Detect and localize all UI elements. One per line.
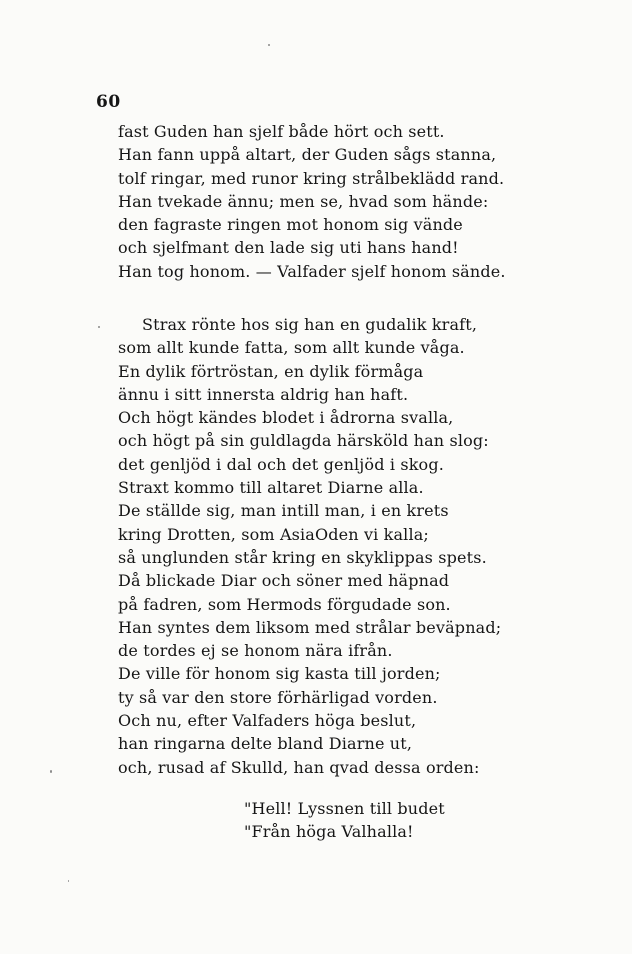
verse-line: Då blickade Diar och söner med häpnad	[118, 571, 450, 591]
verse-line: Han tvekade ännu; men se, hvad som hände:	[118, 191, 489, 211]
stanza-2	[118, 313, 518, 779]
scan-speck	[68, 880, 69, 882]
verse-line: som allt kunde fatta, som allt kunde våga.	[118, 338, 465, 358]
verse-line: tolf ringar, med runor kring strålbeklädd rand.	[118, 168, 505, 188]
verse-line: på fadren, som Hermods förgudade son.	[118, 594, 451, 614]
verse-line: och högt på sin guldlagda härsköld han slog:	[118, 431, 489, 451]
verse-line: "Från höga Valhalla!	[244, 822, 414, 842]
verse-line: De ställde sig, man intill man, i en krets	[118, 501, 449, 521]
verse-line: den fagraste ringen mot honom sig vände	[118, 215, 463, 235]
verse-line: Han fann uppå altart, der Guden sågs stanna,	[118, 145, 497, 165]
verse-line: kring Drotten, som AsiaOden vi kalla;	[118, 524, 429, 544]
scan-speck	[50, 770, 52, 773]
verse-line: det genljöd i dal och det genljöd i skog.	[118, 454, 444, 474]
page-number: 60	[96, 92, 121, 112]
verse-line: så unglunden står kring en skyklippas spets.	[118, 547, 487, 567]
stanza-3-quote	[244, 797, 632, 844]
verse-line: Strax rönte hos sig han en gudalik kraft,	[142, 315, 478, 334]
verse-line: de tordes ej se honom nära ifrån.	[118, 641, 393, 661]
verse-line: De ville för honom sig kasta till jorden;	[118, 664, 441, 684]
verse-line: "Hell! Lyssnen till budet	[244, 799, 445, 818]
verse-line: Han syntes dem liksom med strålar beväpnad;	[118, 617, 502, 637]
verse-line: och, rusad af Skulld, han qvad dessa orden:	[118, 757, 480, 777]
verse-line: Och nu, efter Valfaders höga beslut,	[118, 711, 417, 731]
verse-line: Straxt kommo till altaret Diarne alla.	[118, 478, 424, 498]
scan-speck	[268, 44, 270, 46]
verse-line: Han tog honom. — Valfader sjelf honom sände.	[118, 261, 506, 281]
verse-line: Och högt kändes blodet i ådrorna svalla,	[118, 408, 454, 428]
verse-line: En dylik förtröstan, en dylik förmåga	[118, 361, 424, 381]
stanza-1	[118, 120, 518, 283]
verse-line: ännu i sitt innersta aldrig han haft.	[118, 384, 409, 404]
verse-line: han ringarna delte bland Diarne ut,	[118, 734, 413, 754]
verse-line: och sjelfmant den lade sig uti hans hand!	[118, 238, 459, 258]
verse-line: fast Guden han sjelf både hört och sett.	[118, 122, 445, 141]
scan-speck	[98, 326, 100, 328]
verse-line: ty så var den store förhärligad vorden.	[118, 687, 438, 707]
